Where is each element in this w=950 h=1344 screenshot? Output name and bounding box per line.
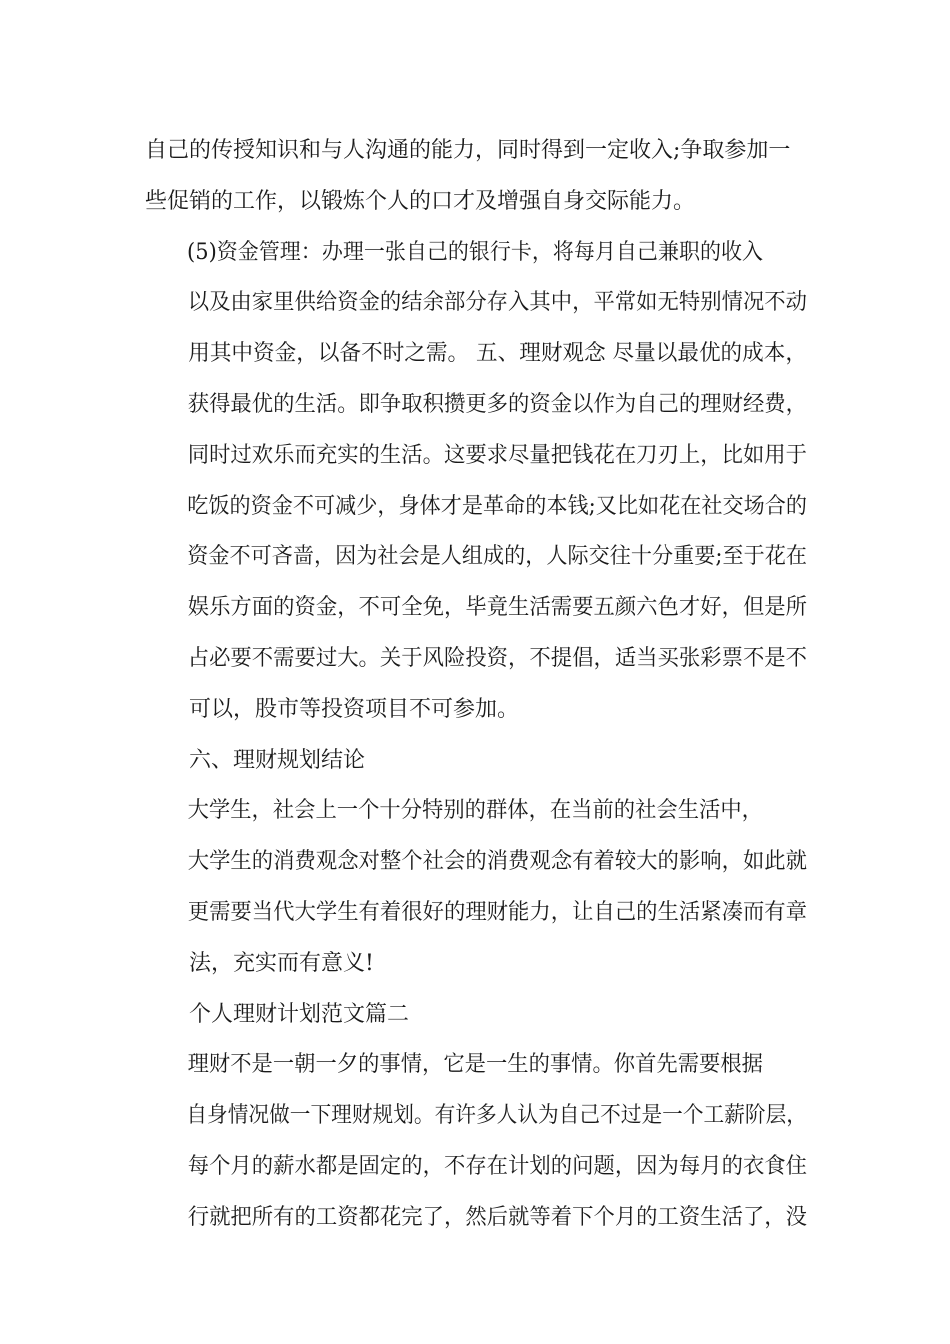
text-line: 行就把所有的工资都花完了，然后就等着下个月的工资生活了，没 — [187, 1204, 808, 1230]
paragraph — [145, 228, 807, 736]
text-line: 资金不可吝啬，因为社会是人组成的，人际交往十分重要;至于花在 — [187, 544, 807, 570]
text-line: 大学生的消费观念对整个社会的消费观念有着较大的影响，如此就 — [187, 849, 808, 875]
text-line: 每个月的薪水都是固定的，不存在计划的问题，因为每月的衣食住 — [187, 1153, 808, 1179]
paragraph — [145, 126, 807, 228]
text-line: 同时过欢乐而充实的生活。这要求尽量把钱花在刀刃上，比如用于 — [187, 442, 808, 468]
paragraph — [145, 990, 807, 1041]
paragraph — [145, 736, 807, 787]
text-line: 自身情况做一下理财规划。有许多人认为自己不过是一个工薪阶层， — [186, 1103, 807, 1129]
text-line: 理财不是一朝一夕的事情，它是一生的事情。你首先需要根据 — [187, 1052, 763, 1078]
text-line: 六、理财规划结论 — [189, 747, 366, 773]
text-line: 获得最优的生活。即争取积攒更多的资金以作为自己的理财经费， — [187, 391, 808, 417]
text-line: 用其中资金，以备不时之需。 五、理财观念 尽量以最优的成本， — [188, 341, 808, 367]
text-line: 个人理财计划范文篇二 — [189, 1001, 410, 1027]
text-line: 大学生，社会上一个十分特别的群体，在当前的社会生活中， — [187, 798, 763, 824]
text-line: 娱乐方面的资金，不可全免，毕竟生活需要五颜六色才好，但是所 — [187, 595, 808, 621]
text-line: 更需要当代大学生有着很好的理财能力，让自己的生活紧凑而有章 — [187, 899, 808, 925]
text-line: 以及由家里供给资金的结余部分存入其中，平常如无特别情况不动 — [187, 290, 808, 316]
text-line: (5)资金管理：办理一张自己的银行卡，将每月自己兼职的收入 — [187, 239, 763, 265]
text-line: 些促销的工作，以锻炼个人的口才及增强自身交际能力。 — [145, 188, 696, 214]
document-body — [145, 126, 807, 1244]
text-line: 法，充实而有意义! — [189, 950, 374, 976]
text-line: 占必要不需要过大。关于风险投资，不提倡，适当买张彩票不是不 — [187, 645, 808, 671]
text-line: 可以，股市等投资项目不可参加。 — [189, 696, 520, 722]
text-line: 吃饭的资金不可减少，身体才是革命的本钱;又比如花在社交场合的 — [187, 493, 807, 519]
paragraph — [145, 1040, 807, 1243]
paragraph — [145, 786, 807, 989]
text-line: 自己的传授知识和与人沟通的能力，同时得到一定收入;争取参加一 — [145, 138, 791, 163]
